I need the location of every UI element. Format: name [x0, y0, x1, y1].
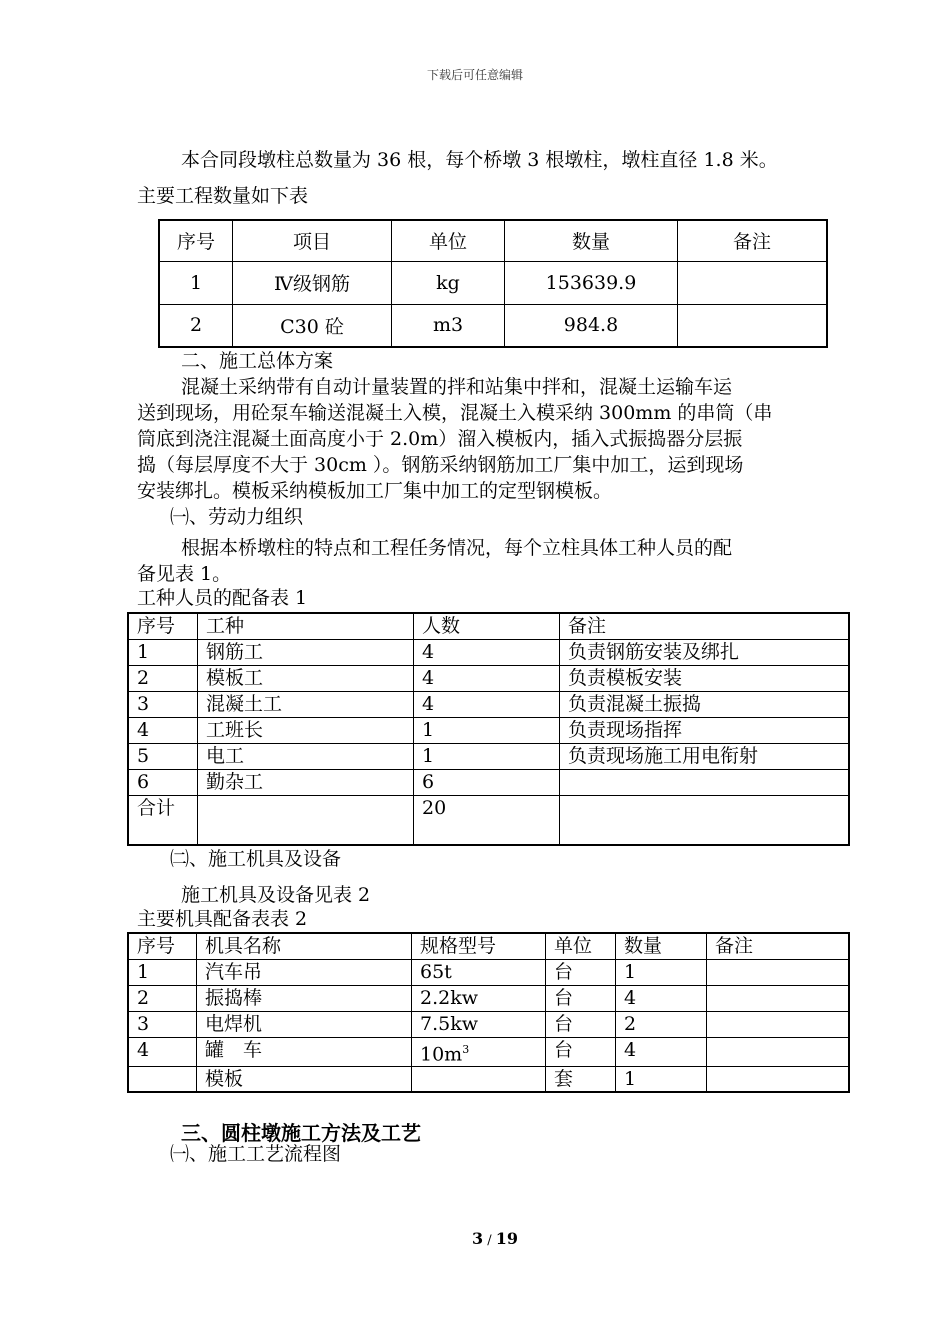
table-cell: 5: [128, 743, 198, 769]
section-2-para-line: 捣（每层厚度不大于 30cm ）。钢筋采纳钢筋加工厂集中加工，运到现场: [137, 454, 744, 476]
table-cell: 4: [414, 665, 560, 691]
table-cell: 1: [414, 717, 560, 743]
table-header-cell: 人数: [414, 613, 560, 639]
table-row: [159, 304, 827, 347]
table-row: [128, 717, 849, 743]
table-cell: [678, 304, 828, 347]
table-cell: [560, 795, 850, 845]
spec-value: 10m: [420, 1042, 463, 1065]
table-header-row: [128, 613, 849, 639]
table-cell: 6: [414, 769, 560, 795]
table-header-cell: 数量: [616, 933, 707, 959]
table-cell: 负责现场施工用电衔射: [560, 743, 850, 769]
table-header-cell: 数量: [505, 220, 678, 261]
table-cell: 负责现场指挥: [560, 717, 850, 743]
table-cell: 4: [616, 1037, 707, 1066]
table-row: [128, 1037, 849, 1066]
page-separator: /: [483, 1233, 496, 1248]
table-header-cell: 工种: [198, 613, 414, 639]
table-cell: [707, 1037, 850, 1066]
table-header-cell: 备注: [707, 933, 850, 959]
table-cell: [707, 1011, 850, 1037]
table-header-cell: 备注: [560, 613, 850, 639]
section-2-title: 二、施工总体方案: [181, 350, 334, 372]
table-cell: 负责钢筋安装及绑扎: [560, 639, 850, 665]
table-cell: C30 砼: [233, 304, 392, 347]
table-cell: [412, 1037, 546, 1066]
table-header-cell: 规格型号: [412, 933, 546, 959]
table-cell: 4: [414, 691, 560, 717]
table-cell: 2: [128, 985, 197, 1011]
table-row: [128, 639, 849, 665]
table-cell: 负责混凝土振捣: [560, 691, 850, 717]
table-header-row: [159, 220, 827, 261]
table-cell: 65t: [412, 959, 546, 985]
table-cell: 电工: [198, 743, 414, 769]
table-cell: 4: [128, 1037, 197, 1066]
section-2-para-line: 送到现场，用砼泵车输送混凝土入模，混凝土入模采纳 300mm 的串筒（串: [137, 402, 773, 424]
table-row: [128, 1011, 849, 1037]
table-header-cell: 序号: [159, 220, 233, 261]
subsection-equipment-title: ㈡、施工机具及设备: [170, 848, 342, 870]
table-cell: 电焊机: [197, 1011, 412, 1037]
intro-line-2: 主要工程数量如下表: [137, 185, 309, 207]
equipment-table: [127, 932, 850, 1093]
table-row: [128, 769, 849, 795]
table-cell: 3: [128, 691, 198, 717]
section-3-title: 三、圆柱墩施工方法及工艺: [181, 1121, 421, 1145]
page-total: 19: [495, 1229, 519, 1248]
table-cell: 罐 车: [197, 1037, 412, 1066]
table-cell: 1: [128, 959, 197, 985]
table-cell: [560, 769, 850, 795]
table-cell: 工班长: [198, 717, 414, 743]
superscript-cubed: 3: [462, 1042, 470, 1056]
table-cell: 模板: [197, 1066, 412, 1092]
table-row: [159, 261, 827, 304]
table-header-cell: 机具名称: [197, 933, 412, 959]
table-row: [128, 959, 849, 985]
table-header-row: [128, 933, 849, 959]
table-cell: 2: [128, 665, 198, 691]
table-cell: 4: [616, 985, 707, 1011]
table-cell: 20: [414, 795, 560, 845]
table-total-row: [128, 795, 849, 845]
table-cell: 1: [616, 1066, 707, 1092]
table-cell: 钢筋工: [198, 639, 414, 665]
table-cell: 勤杂工: [198, 769, 414, 795]
table-row: [128, 691, 849, 717]
table-cell: 振捣棒: [197, 985, 412, 1011]
equipment-para-line: 施工机具及设备见表 2: [181, 884, 371, 906]
table-cell: 3: [128, 1011, 197, 1037]
table-cell: [412, 1066, 546, 1092]
table-row: [128, 743, 849, 769]
table-cell: 负责模板安装: [560, 665, 850, 691]
table-row: [128, 1066, 849, 1092]
table-header-cell: 项目: [233, 220, 392, 261]
table-cell: 台: [546, 985, 616, 1011]
table-cell: 984.8: [505, 304, 678, 347]
labor-para-line: 备见表 1。: [137, 563, 232, 585]
table-cell: [707, 1066, 850, 1092]
page-number: [0, 1229, 950, 1248]
table-cell: 套: [546, 1066, 616, 1092]
table-cell: 台: [546, 1011, 616, 1037]
intro-line-1: 本合同段墩柱总数量为 36 根，每个桥墩 3 根墩柱，墩柱直径 1.8 米。: [181, 149, 778, 171]
table-cell: Ⅳ级钢筋: [233, 261, 392, 304]
quantity-table: [158, 219, 828, 348]
table-cell: 台: [546, 1037, 616, 1066]
section-2-para-line: 筒底到浇注混凝土面高度小于 2.0m）溜入模板内，插入式振捣器分层振: [137, 428, 743, 450]
table-cell: 1: [616, 959, 707, 985]
page-header: 下载后可任意编辑: [426, 68, 523, 82]
table-cell: [707, 959, 850, 985]
table-cell: 2.2kw: [412, 985, 546, 1011]
table-cell: 1: [414, 743, 560, 769]
table-cell: 合计: [128, 795, 198, 845]
table-cell: 台: [546, 959, 616, 985]
table-header-cell: 序号: [128, 933, 197, 959]
table-cell: [678, 261, 828, 304]
section-2-para-line: 混凝土采纳带有自动计量装置的拌和站集中拌和，混凝土运输车运: [181, 376, 733, 398]
table-header-cell: 备注: [678, 220, 828, 261]
section-2-para-line: 安装绑扎。模板采纳模板加工厂集中加工的定型钢模板。: [137, 480, 613, 502]
labor-table: [127, 612, 850, 846]
table-cell: 1: [128, 639, 198, 665]
table-cell: 2: [159, 304, 233, 347]
page-current: 3: [471, 1229, 484, 1248]
table-header-cell: 单位: [546, 933, 616, 959]
table-cell: 1: [159, 261, 233, 304]
table-2-caption: 工种人员的配备表 1: [137, 587, 308, 609]
labor-para-line: 根据本桥墩柱的特点和工程任务情况，每个立柱具体工种人员的配: [181, 537, 733, 559]
table-cell: m3: [392, 304, 505, 347]
subsection-labor-title: ㈠、劳动力组织: [170, 506, 304, 528]
table-header-cell: 序号: [128, 613, 198, 639]
table-header-cell: 单位: [392, 220, 505, 261]
table-row: [128, 985, 849, 1011]
table-cell: kg: [392, 261, 505, 304]
table-cell: [707, 985, 850, 1011]
table-cell: [128, 1066, 197, 1092]
table-row: [128, 665, 849, 691]
table-cell: 模板工: [198, 665, 414, 691]
table-cell: [198, 795, 414, 845]
table-cell: 4: [414, 639, 560, 665]
table-cell: 4: [128, 717, 198, 743]
subsection-process-title: ㈠、施工工艺流程图: [170, 1143, 342, 1165]
table-cell: 153639.9: [505, 261, 678, 304]
table-cell: 7.5kw: [412, 1011, 546, 1037]
table-cell: 2: [616, 1011, 707, 1037]
table-cell: 汽车吊: [197, 959, 412, 985]
table-3-caption: 主要机具配备表表 2: [137, 908, 308, 930]
table-cell: 6: [128, 769, 198, 795]
table-cell: 混凝土工: [198, 691, 414, 717]
